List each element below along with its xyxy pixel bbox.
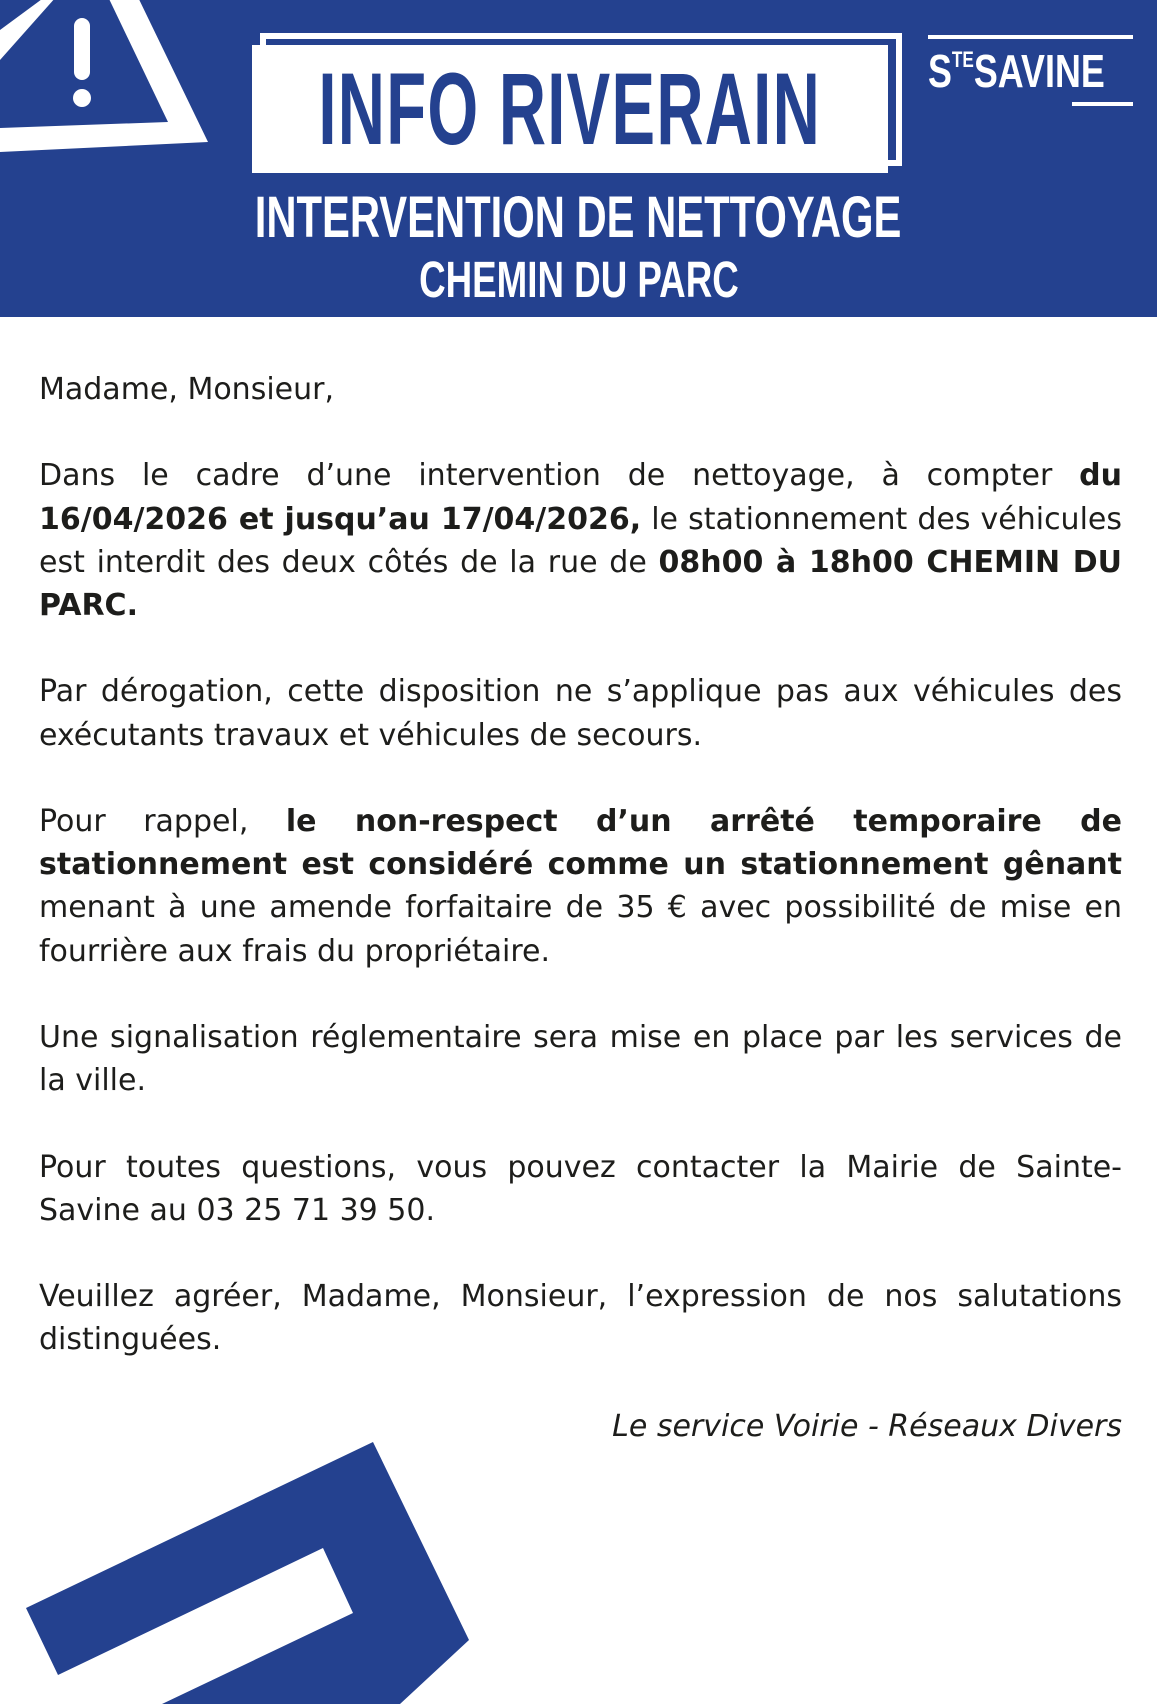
dates-bold: du 16/04/2026 et jusqu’au 17/04/2026,: [39, 458, 1122, 537]
text: menant à une amende forfaitaire de 35 € avec possibilité de mise en fourrière aux frais du propriétaire.: [39, 890, 1122, 969]
subtitle-line1: INTERVENTION DE NETTOYAGE: [255, 185, 902, 250]
signature: Le service Voirie - Réseaux Divers: [612, 1408, 1122, 1444]
page-title: INFO RIVERAIN: [318, 52, 822, 166]
paragraph-derogation: Par dérogation, cette disposition ne s’applique pas aux véhicules des exécutants travaux et véhicules de secours.: [39, 674, 1122, 753]
title-box: [252, 45, 888, 173]
paragraph-signage: Une signalisation réglementaire sera mise en place par les services de la ville.: [39, 1019, 1122, 1099]
subtitle-line2: CHEMIN DU PARC: [418, 251, 739, 308]
letter-body: [39, 368, 1122, 1491]
logo-superscript: TE: [951, 47, 974, 72]
text: Dans le cadre d’une intervention de nettoyage, à compter: [39, 458, 1080, 494]
hours-location-bold: 08h00 à 18h00 CHEMIN DU PARC.: [39, 544, 1123, 623]
warning-triangle-icon: [0, 0, 208, 152]
logo-name: SAVINE: [973, 45, 1105, 97]
paragraph-closing: Veuillez agréer, Madame, Monsieur, l’expression de nos salutations distinguées.: [39, 1279, 1122, 1358]
logo-prefix: S: [928, 45, 952, 97]
paragraph-dates: [39, 454, 1122, 627]
subtitle-intervention: [0, 185, 1157, 250]
paragraph-contact: Pour toutes questions, vous pouvez contacter la Mairie de Sainte-Savine au 03 25 71 39 50.: [39, 1149, 1122, 1228]
ste-savine-logo: [928, 46, 1133, 96]
greeting: Madame, Monsieur,: [39, 372, 335, 407]
text: le stationnement des véhicules est interdit des deux côtés de la rue de: [39, 501, 1122, 580]
header-banner: [0, 0, 1157, 317]
reminder-bold: le non-respect d’un arrêté temporaire de stationnement est considéré comme un stationnement gênant: [39, 803, 1123, 883]
subtitle-street: [0, 253, 1157, 307]
text: Pour rappel,: [39, 803, 286, 839]
paragraph-reminder: [39, 800, 1122, 973]
